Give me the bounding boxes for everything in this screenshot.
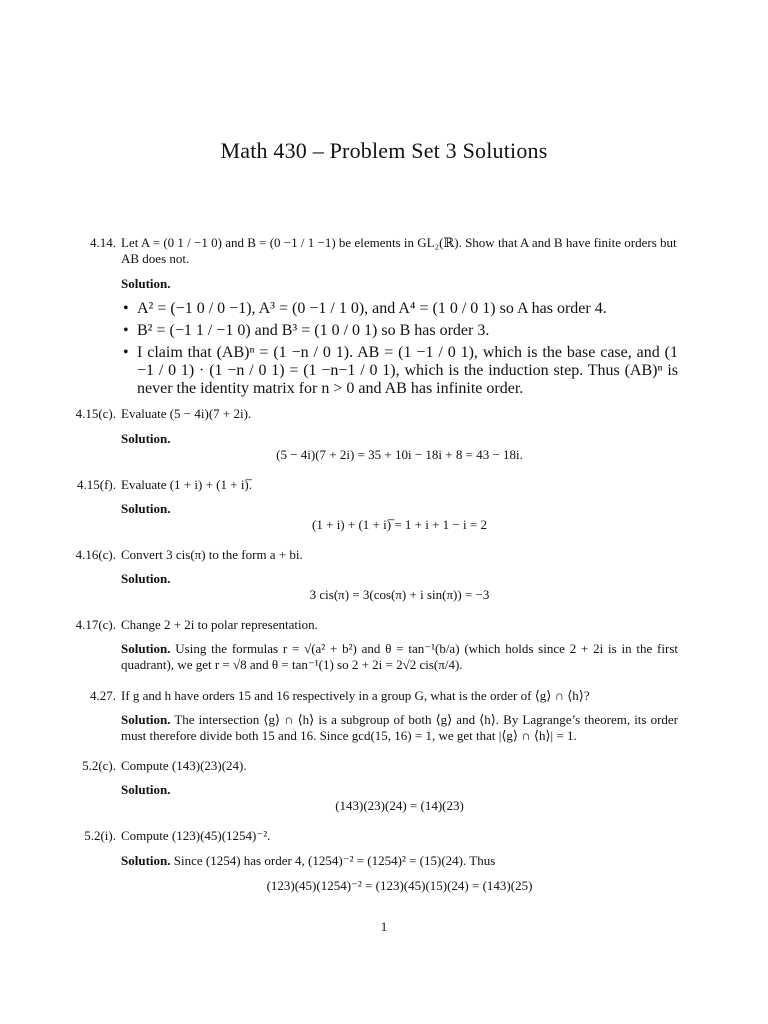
solution-label: Solution. — [121, 276, 171, 291]
solution-label: Solution. — [121, 431, 171, 446]
solution-equation: (123)(45)(1254)⁻² = (123)(45)(15)(24) = (143)(25) — [266, 878, 533, 893]
bullet-item: • B² = (−1 1 / −1 0) and B³ = (1 0 / 0 1) so B has order 3. — [121, 322, 678, 340]
problem-number: 4.16(c). — [75, 547, 116, 562]
problem-number: 4.27. — [90, 688, 116, 703]
solution-label: Solution. — [121, 712, 171, 727]
problem-statement: Convert 3 cis(π) to the form a + bi. — [121, 547, 303, 562]
problem-number: 5.2(c). — [82, 758, 116, 773]
problem-statement: Compute (123)(45)(1254)⁻². — [121, 828, 271, 843]
problem-statement: Change 2 + 2i to polar representation. — [121, 617, 318, 632]
solution-label: Solution. — [121, 782, 171, 797]
problem-statement: Evaluate (5 − 4i)(7 + 2i). — [121, 406, 252, 421]
solution-text: The intersection ⟨g⟩ ∩ ⟨h⟩ is a subgroup of both ⟨g⟩ and ⟨h⟩. By Lagrange’s theorem, its order must therefore divide both 15 and 16. Since gcd(15, 16) = 1, we get that |⟨g⟩ ∩ ⟨h⟩| = 1. — [121, 712, 678, 743]
problem-statement: Evaluate (1 + i) + (1 + i)̅. — [121, 477, 253, 492]
solution-equation: (143)(23)(24) = (14)(23) — [335, 798, 464, 813]
solution-bullet-list — [121, 300, 678, 402]
solution-equation: (5 − 4i)(7 + 2i) = 35 + 10i − 18i + 8 = 43 − 18i. — [276, 447, 523, 462]
bullet-item: • A² = (−1 0 / 0 −1), A³ = (0 −1 / 1 0), and A⁴ = (1 0 / 0 1) so A has order 4. — [121, 300, 678, 318]
problem-number: 4.14. — [90, 235, 116, 250]
solution-label: Solution. — [121, 571, 171, 586]
solution-text: Using the formulas r = √(a² + b²) and θ = tan⁻¹(b/a) (which holds since 2 + 2i is in the first quadrant), we get r = √8 and θ = tan⁻¹(1) so 2 + 2i = 2√2 cis(π/4). — [121, 641, 678, 672]
solution-label: Solution. — [121, 641, 171, 656]
solution-label: Solution. — [121, 853, 171, 868]
problem-number: 5.2(i). — [84, 828, 116, 843]
solution-paragraph — [121, 853, 678, 869]
solution-label: Solution. — [121, 501, 171, 516]
problem-number: 4.15(f). — [77, 477, 116, 492]
bullet-item: • I claim that (AB)ⁿ = (1 −n / 0 1). AB = (1 −1 / 0 1), which is the base case, and (1 −1 / 0 1) · (1 −n / 0 1) = (1 −n−1 / 0 1), which is the induction step. Thus (AB)ⁿ is never the identity matrix for n > 0 and AB has infinite order. — [121, 344, 678, 398]
problem-number: 4.15(c). — [75, 406, 116, 421]
solution-equation: 3 cis(π) = 3(cos(π) + i sin(π)) = −3 — [309, 587, 490, 602]
problem-statement: If g and h have orders 15 and 16 respectively in a group G, what is the order of ⟨g⟩ ∩ ⟨h⟩? — [121, 688, 590, 703]
page-title: Math 430 – Problem Set 3 Solutions — [220, 138, 548, 163]
problem-statement: Let A = (0 1 / −1 0) and B = (0 −1 / 1 −1) be elements in GL₂(ℝ). Show that A and B have finite orders but AB does not. — [121, 235, 677, 266]
solution-paragraph — [121, 712, 678, 744]
solution-equation: (1 + i) + (1 + i)̅ = 1 + i + 1 − i = 2 — [312, 517, 487, 532]
page-number: 1 — [380, 919, 388, 934]
problem-number: 4.17(c). — [75, 617, 116, 632]
solution-text: Since (1254) has order 4, (1254)⁻² = (1254)² = (15)(24). Thus — [173, 853, 496, 868]
solution-paragraph — [121, 641, 678, 673]
problem-statement: Compute (143)(23)(24). — [121, 758, 247, 773]
